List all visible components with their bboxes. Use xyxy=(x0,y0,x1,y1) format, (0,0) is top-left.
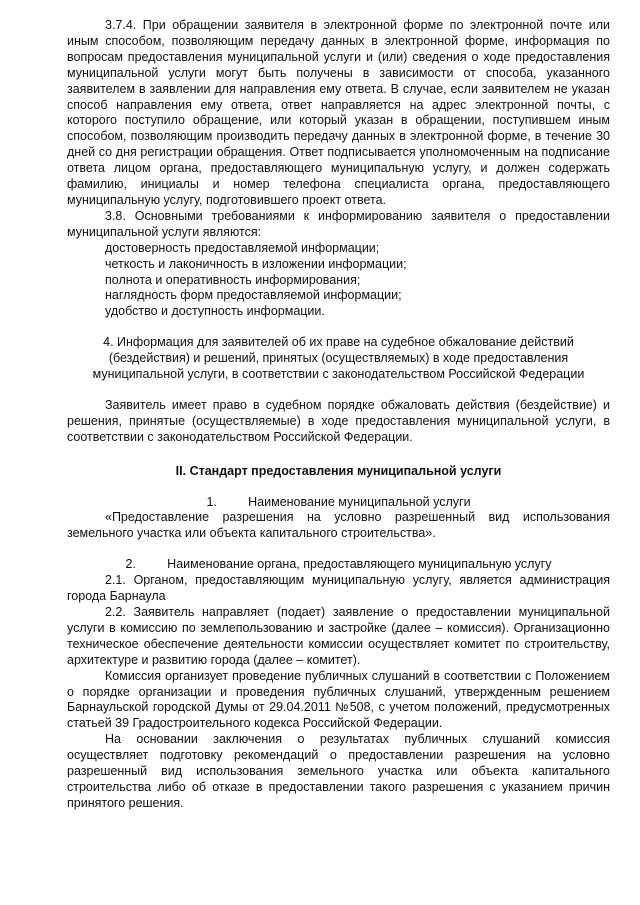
section-4-text: Заявитель имеет право в судебном порядке обжаловать действия (бездействие) и решения, принятые (осуществляемые) в ходе предоставления муниципальной услуги, в соответствии с законодательством Российской Федерации. xyxy=(67,397,610,444)
list-item: удобство и доступность информации. xyxy=(105,304,325,319)
list-item: четкость и лаконичность в изложении информации; xyxy=(105,256,407,271)
list-item: наглядность форм предоставляемой информации; xyxy=(105,288,402,303)
item-1-title: Наименование муниципальной услуги xyxy=(248,494,471,509)
list-item: достоверность предоставляемой информации; xyxy=(105,240,380,255)
paragraph-conclusion: На основании заключения о результатах публичных слушаний комиссия осуществляет подготовку рекомендаций о предоставлении разрешения на условно разрешенный вид использования земельного участка или объекта капитального строительства либо об отказе в предоставлении такого разрешения с указанием причин принятого решения. xyxy=(67,732,610,810)
item-2-title: Наименование органа, предоставляющего муниципальную услугу xyxy=(167,557,552,572)
item-1-heading xyxy=(67,495,610,511)
paragraph-2-1: 2.1. Органом, предоставляющим муниципальную услугу, является администрация города Барнаула xyxy=(67,573,610,604)
item-1-text: «Предоставление разрешения на условно разрешенный вид использования земельного участка или объекта капитального строительства». xyxy=(67,510,610,541)
list-item: полнота и оперативность информирования; xyxy=(105,272,361,287)
paragraph-3-8: 3.8. Основными требованиями к информированию заявителя о предоставлении муниципальной услуги являются: xyxy=(67,208,610,239)
paragraph-2-2: 2.2. Заявитель направляет (подает) заявление о предоставлении муниципальной услуги в комиссию по землепользованию и застройке (далее – комиссия). Организационно техническое обеспечение деятельности комиссии осуществляет комитет по строительству, архитектуре и развитию города (далее – комитет). xyxy=(67,605,610,667)
section-2-heading: II. Стандарт предоставления муниципальной услуги xyxy=(175,463,502,478)
item-1-number: 1. xyxy=(206,494,217,509)
section-4-heading: 4. Информация для заявителей об их праве на судебное обжалование действий (бездействия) и решений, принятых (осуществляемых) в ходе предоставления муниципальной услуги, в соответствии с законодательством Российской Федерации xyxy=(92,335,585,382)
item-2-number: 2. xyxy=(125,557,136,572)
item-2-heading xyxy=(67,557,610,573)
paragraph-commission: Комиссия организует проведение публичных слушаний в соответствии с Положением о порядке организации и проведения публичных слушаний, утвержденным решением Барнаульской городской Думы от 29.04.2011 №508, с учетом положений, предусмотренных статьей 39 Градостроительного кодекса Российской Федерации. xyxy=(67,668,610,731)
paragraph-3-7-4: 3.7.4. При обращении заявителя в электронной форме по электронной почте или иным способом, позволяющим передачу данных в электронной форме, информация по вопросам предоставления муниципальной услуги и (или) сведения о ходе предоставления муниципальной услуги могут быть получены в зависимости от способа, указанного заявителем в заявлении для направления ему ответа. В случае, если заявителем не указан способ направления ему ответа, ответ направляется на адрес электронной почты, с которого поступило обращение, или который указан в обращении, поступившем иным способом, позволяющим производить передачу данных в электронной форме, в течение 30 дней со дня регистрации обращения. Ответ подписывается уполномоченным на подписание ответа лицом органа, предоставляющего муниципальную услугу, и должен содержать фамилию, инициалы и номер телефона специалиста органа, предоставляющего муниципальную услугу, подготовившего проект ответа. xyxy=(67,18,610,207)
document-page xyxy=(67,18,610,812)
requirements-list xyxy=(67,241,610,321)
